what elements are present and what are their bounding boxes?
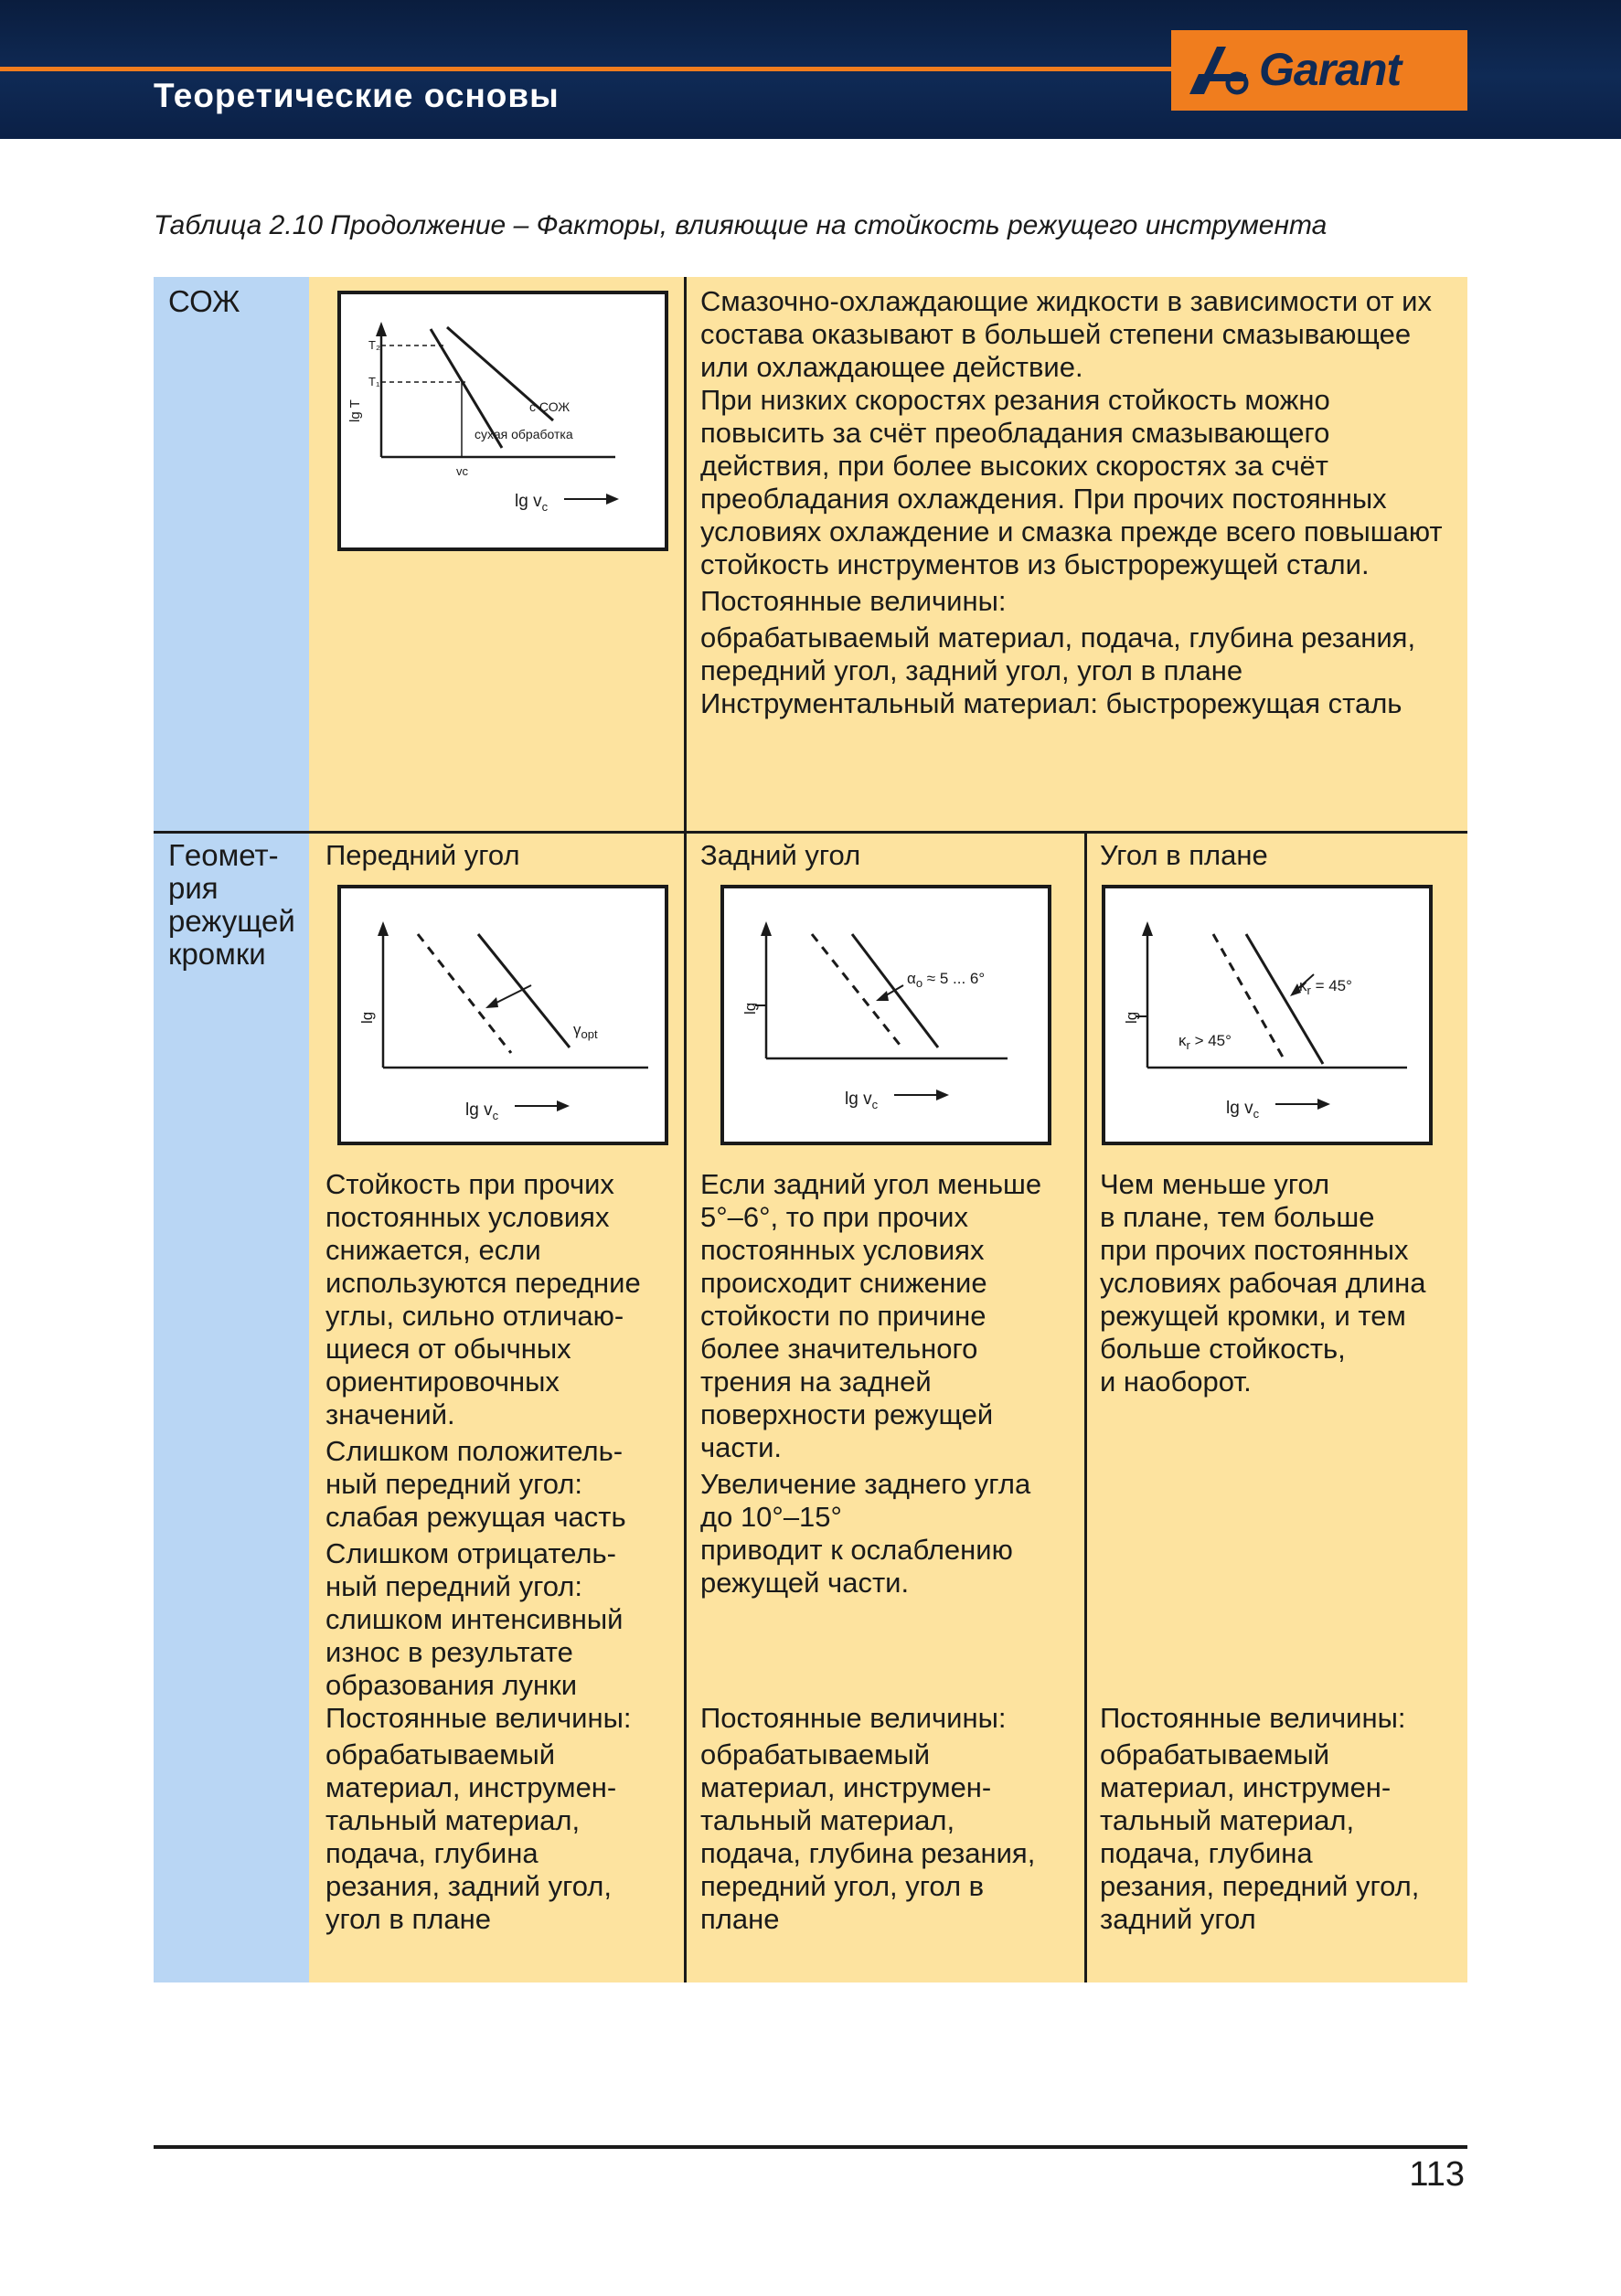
footer-rule: [154, 2145, 1467, 2149]
x-axis-label: $\lg v_c$: [515, 492, 549, 514]
table-caption: Таблица 2.10 Продолжение – Факторы, влияющие на стойкость режущего инструмента: [154, 210, 1328, 240]
coolant-paragraph: обрабатываемый материал, подача, глубина резания, передний угол, задний угол, угол в плане: [700, 622, 1416, 686]
approach-angle-constants: Постоянные величины: обрабатываемый материал, инструмен- тальный материал, подача, глубина резания, передний угол, задний угол: [1100, 1702, 1420, 1935]
row-label-coolant: СОЖ: [168, 284, 240, 318]
coolant-paragraph: Инструментальный материал: быстрорежущая сталь: [700, 687, 1402, 719]
coolant-graph: [337, 291, 668, 551]
y-axis-label: lg T: [347, 399, 363, 422]
page-number: 113: [1409, 2155, 1465, 2194]
heading-approach-angle: Угол в плане: [1100, 839, 1268, 871]
garant-logo: [1171, 30, 1467, 111]
clearance-angle-constants: Постоянные величины: обрабатываемый материал, инструмен- тальный материал, подача, глубина резания, передний угол, угол в плане: [700, 1702, 1036, 1935]
rake-angle-constants: Постоянные величины: обрабатываемый материал, инструмен- тальный материал, подача, глубина резания, задний угол, угол в плане: [325, 1702, 632, 1935]
coolant-description: [700, 285, 1459, 720]
rake-angle-text: Стойкость при прочих постоянных условиях снижается, если используются передние углы, сильно отличаю- щиеся от обычных ориентировочных значений. Слишком положитель- ный передний угол: слабая режущая часть Слишком отрицатель- ный передний угол: слишком интенсивный износ в результате образования лунки: [325, 1168, 641, 1701]
column-divider: [1084, 833, 1087, 1982]
coolant-paragraph: Постоянные величины:: [700, 585, 1007, 617]
curve-label-dry: сухая обработка: [475, 427, 573, 441]
clearance-annotation: $\alpha_o \approx 5$ ... 6°: [907, 970, 986, 990]
clearance-angle-graph: [720, 885, 1051, 1145]
approach-angle-graph: [1102, 885, 1433, 1145]
x-axis-label: $\lg v_c$: [465, 1100, 499, 1122]
x-axis-label: $\lg v_c$: [1226, 1099, 1260, 1121]
section-title: Теоретические основы: [154, 77, 560, 114]
logo-wordmark: Garant: [1259, 44, 1402, 95]
x-axis-label: $\lg v_c$: [845, 1090, 879, 1111]
y-axis-label: lg: [741, 1002, 759, 1015]
coolant-paragraph: Смазочно-охлаждающие жидкости в зависимости от их состава оказывают в большей степени смазывающее или охлаждающее действие.: [700, 285, 1432, 383]
clearance-angle-text: Если задний угол меньше 5°–6°, то при прочих постоянных условиях происходит снижение стойкости по причине более значительного трения на задней поверхности режущей части. Увеличение заднего угла до 10°–15° приводит к ослаблению режущей части.: [700, 1168, 1042, 1599]
label-column: [154, 277, 309, 1982]
approach-annotation-equal: $\kappa_r = 45^\circ$: [1299, 977, 1352, 997]
curve-label-coolant: с СОЖ: [529, 399, 571, 414]
row-divider: [154, 831, 1467, 834]
header-accent-line: [0, 67, 1172, 71]
t2-label: T₂: [368, 338, 380, 352]
column-divider: [684, 277, 687, 1982]
t1-label: T₁: [368, 375, 380, 388]
heading-rake-angle: Передний угол: [325, 839, 520, 871]
x-mark-label: vᴄ: [456, 464, 468, 478]
approach-angle-text: Чем меньше угол в плане, тем больше при прочих постоянных условиях рабочая длина режущей кромки, и тем больше стойкость, и наоборот.: [1100, 1168, 1426, 1398]
y-axis-label: lg: [1123, 1011, 1140, 1024]
y-axis-label: lg: [358, 1011, 376, 1024]
row-label-geometry: Гeомет- рия режущей кромки: [168, 838, 295, 971]
rake-angle-graph: [337, 885, 668, 1145]
heading-clearance-angle: Задний угол: [700, 839, 861, 871]
coolant-paragraph: При низких скоростях резания стойкость можно повысить за счёт преобладания смазывающего действия, при более высоких скоростях за счёт преобладания охлаждения. При прочих постоянных условиях охлаждение и смазка прежде всего повышают стойкость инструментов из быстрорежущей стали.: [700, 384, 1443, 580]
approach-annotation-greater: $\kappa_r > 45^\circ$: [1178, 1032, 1232, 1052]
rake-optimum-label: $\gamma_{opt}$: [573, 1021, 598, 1041]
